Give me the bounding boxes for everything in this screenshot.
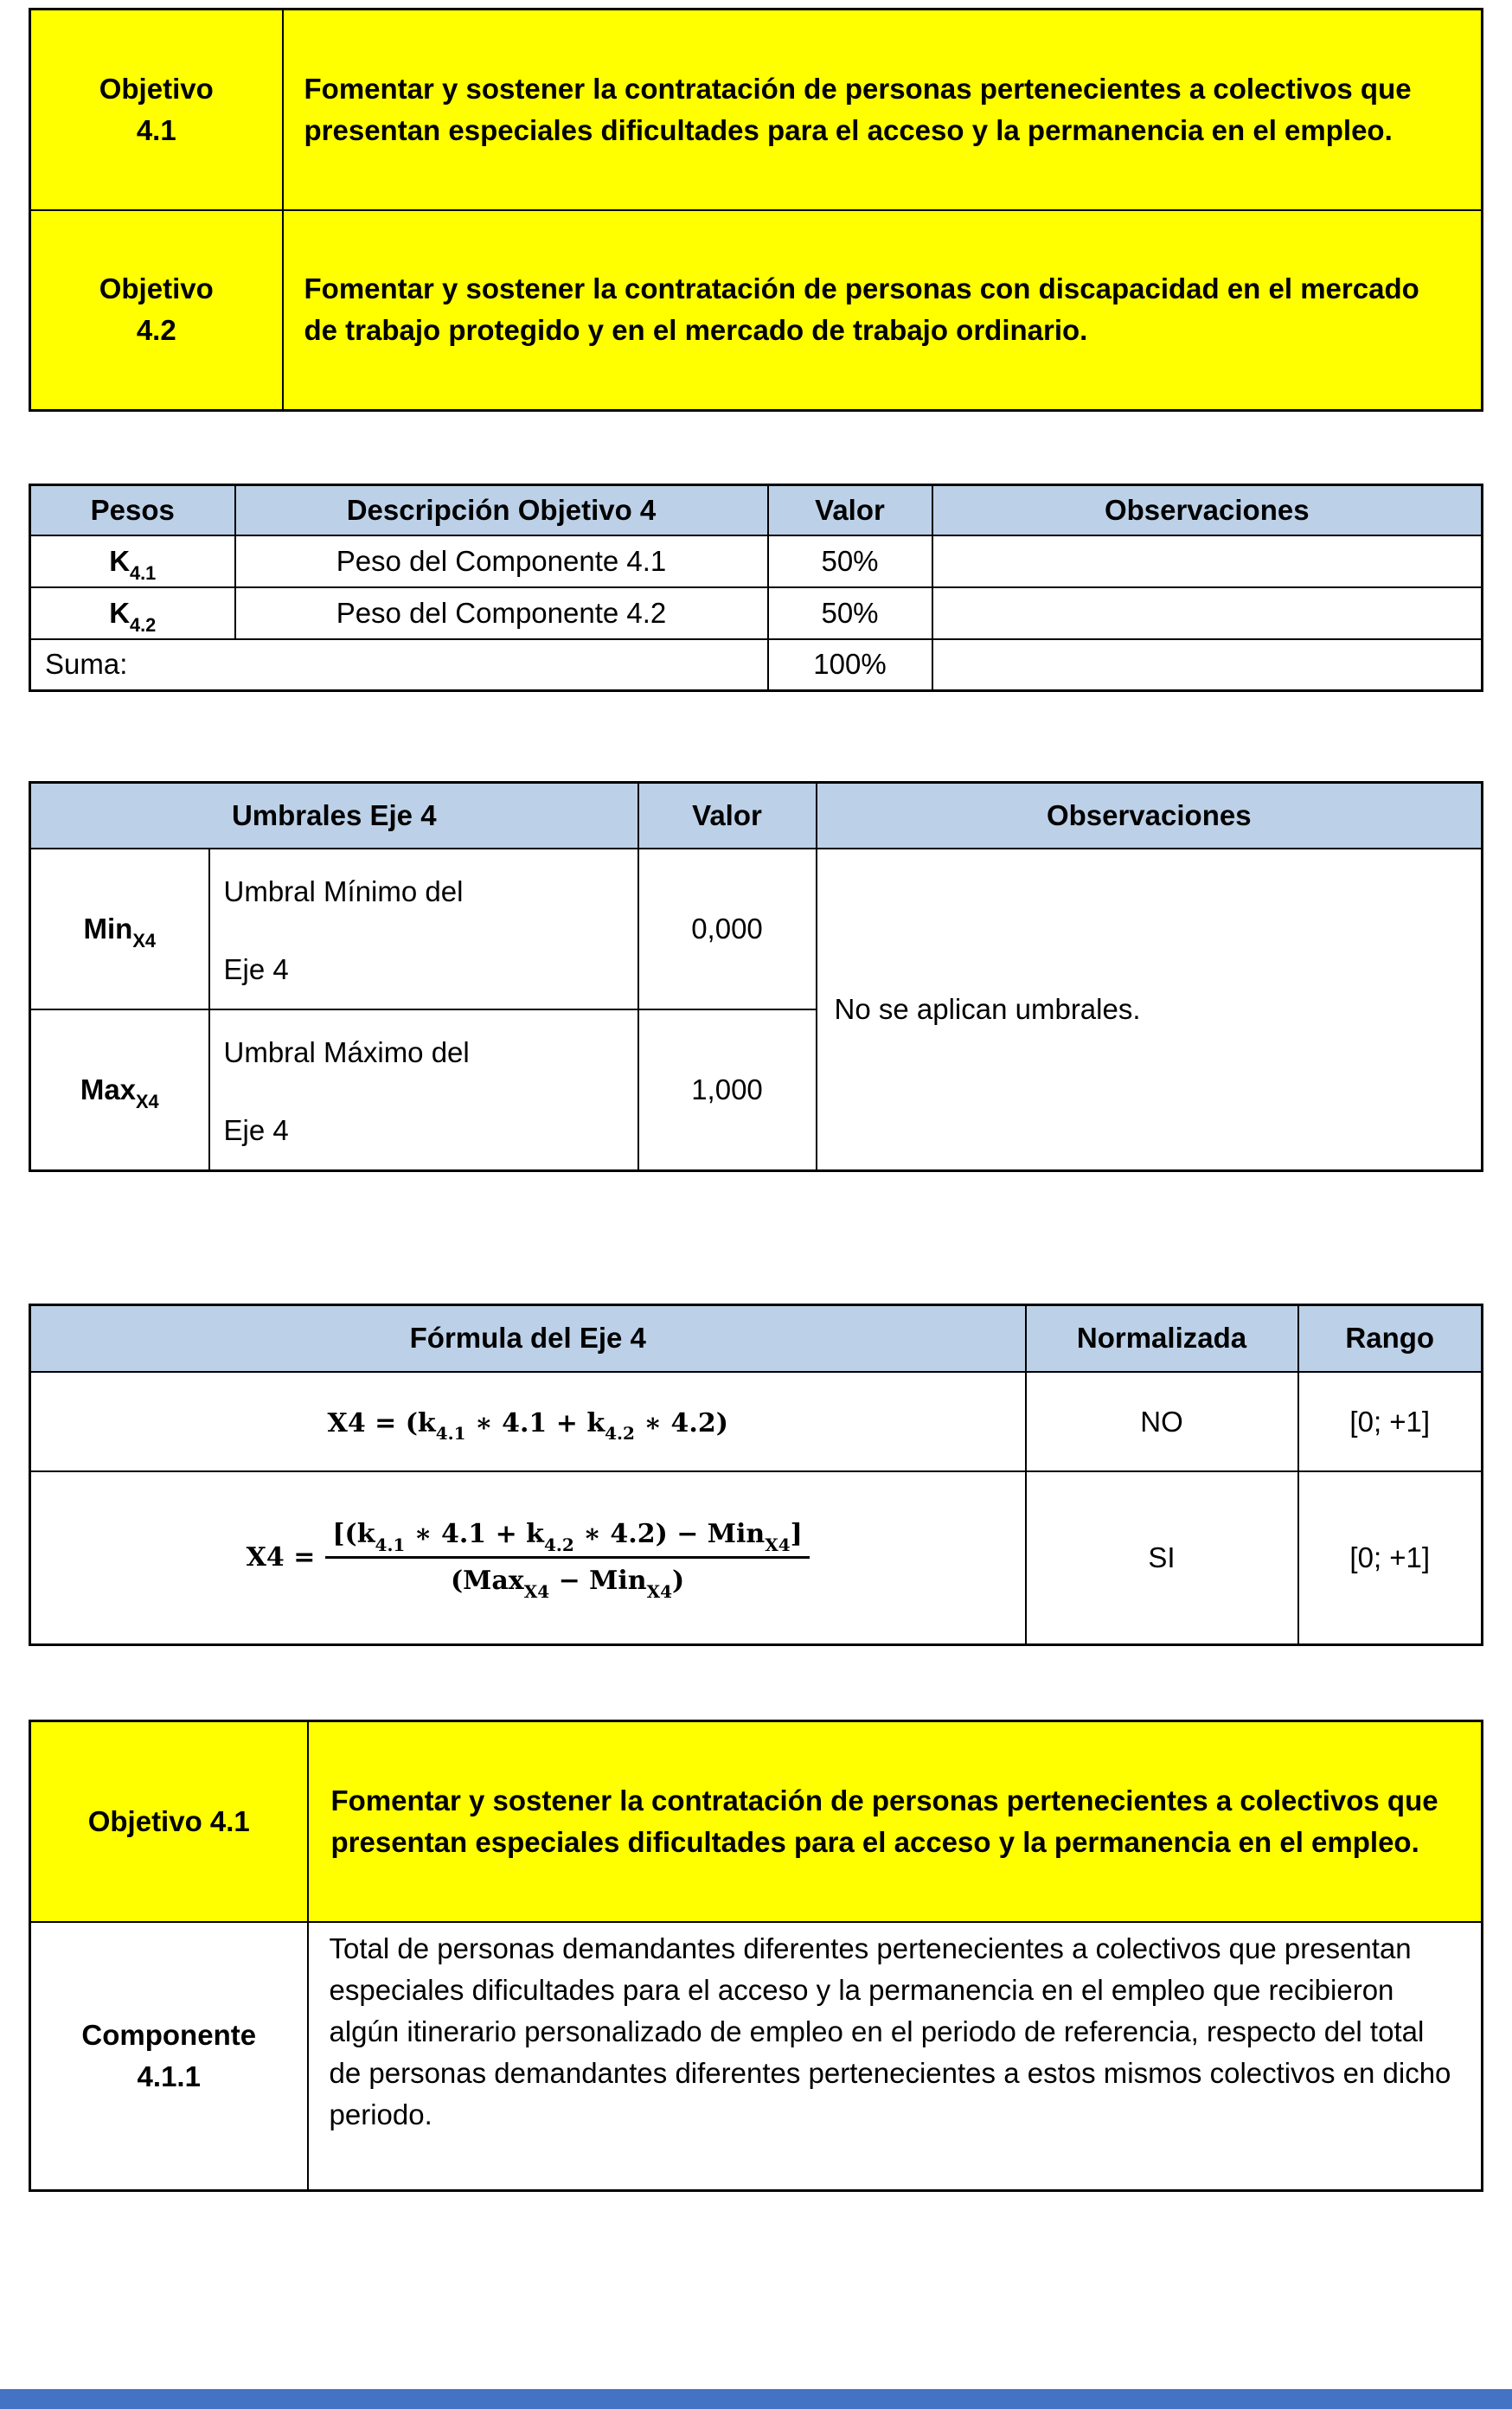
symbol-subscript: X4 <box>132 929 156 951</box>
formula-subscript: 4.1 <box>375 1534 406 1555</box>
col-header-pesos: Pesos <box>30 485 235 535</box>
normalizada-value-cell: NO <box>1026 1372 1298 1471</box>
objetivo-label-line: 4.1 <box>136 113 176 146</box>
objetivo-41-text-cell: Fomentar y sostener la contratación de personas pertenecientes a colectivos que presentan especiales dificultades para el acceso y la permanencia en el empleo. <box>283 10 1483 210</box>
formula-subscript: 4.2 <box>543 1534 574 1555</box>
umbral-max-symbol-cell <box>30 1009 209 1171</box>
objetivo-label-line: 4.2 <box>136 314 176 347</box>
rango-value-cell: [0; +1] <box>1298 1471 1483 1644</box>
objetivo-42-label-cell <box>30 210 283 411</box>
col-header-valor: Valor <box>768 485 932 535</box>
umbral-min-descripcion-cell <box>209 849 638 1009</box>
formula-prefix: X4 = <box>246 1542 316 1573</box>
peso-descripcion-cell: Peso del Componente 4.1 <box>235 535 768 587</box>
componente-label-line: 4.1.1 <box>137 2060 201 2092</box>
formula-segment: ] <box>790 1519 803 1550</box>
symbol-base: Max <box>80 1073 137 1105</box>
desc-line: Eje 4 <box>223 952 289 985</box>
desc-line: Eje 4 <box>223 1113 289 1146</box>
col-header-normalizada: Normalizada <box>1026 1304 1298 1372</box>
formula-subscript: X4 <box>646 1580 673 1602</box>
table-row <box>30 1922 1483 2190</box>
col-header-umbrales: Umbrales Eje 4 <box>30 783 638 849</box>
rango-value-cell: [0; +1] <box>1298 1372 1483 1471</box>
normalizada-value-cell: SI <box>1026 1471 1298 1644</box>
col-header-formula: Fórmula del Eje 4 <box>30 1304 1026 1372</box>
componente-411-text-cell: Total de personas demandantes diferentes pertenecientes a colectivos que presentan especiales dificultades para el acceso y la permanencia en el empleo que recibieron algún itinerario personalizado de empleo en el periodo de referencia, respecto del total de personas demandantes diferentes pertenecientes a estos mismos colectivos en dicho periodo. <box>308 1922 1483 2190</box>
formula-segment: [(k <box>332 1519 375 1550</box>
formula-segment: − Min <box>549 1566 647 1597</box>
table-row <box>30 587 1483 639</box>
umbral-min-symbol-cell <box>30 849 209 1009</box>
peso-symbol-cell <box>30 535 235 587</box>
objetivo-41-label-cell <box>30 10 283 210</box>
formula-subscript: 4.1 <box>435 1422 466 1444</box>
formula-fraction <box>325 1519 810 1602</box>
peso-symbol-cell <box>30 587 235 639</box>
suma-observaciones-cell <box>932 639 1483 691</box>
formula-subscript: X4 <box>523 1580 550 1602</box>
table-header-row <box>30 783 1483 849</box>
formula-table <box>29 1304 1483 1646</box>
umbral-max-valor-cell: 1,000 <box>638 1009 817 1171</box>
symbol-subscript: 4.1 <box>130 561 157 584</box>
peso-descripcion-cell: Peso del Componente 4.2 <box>235 587 768 639</box>
peso-valor-cell: 50% <box>768 535 932 587</box>
table-header-row <box>30 1304 1483 1372</box>
table-header-row <box>30 485 1483 535</box>
col-header-observaciones: Observaciones <box>817 783 1483 849</box>
symbol-base: K <box>109 544 131 577</box>
suma-valor-cell: 100% <box>768 639 932 691</box>
col-header-descripcion: Descripción Objetivo 4 <box>235 485 768 535</box>
symbol-base: K <box>109 596 131 629</box>
objetivo-41-text-cell: Fomentar y sostener la contratación de personas pertenecientes a colectivos que presentan especiales dificultades para el acceso y la permanencia en el empleo. <box>308 1720 1483 1922</box>
componente-label-line: Componente <box>81 2018 257 2051</box>
componente-411-label-cell <box>30 1922 308 2190</box>
formula-segment: ) <box>672 1566 685 1597</box>
col-header-observaciones: Observaciones <box>932 485 1483 535</box>
table-row <box>30 210 1483 411</box>
table-row <box>30 1720 1483 1922</box>
symbol-base: Min <box>83 912 133 945</box>
formula-subscript: 4.2 <box>605 1422 635 1444</box>
table-row <box>30 1372 1483 1471</box>
objetivo-label-line: Objetivo <box>99 72 214 105</box>
formula-expression <box>327 1407 728 1444</box>
fraction-denominator <box>325 1559 810 1602</box>
symbol-subscript: X4 <box>136 1090 159 1112</box>
formula-segment: ∗ 4.2) <box>634 1407 728 1438</box>
umbral-min-valor-cell: 0,000 <box>638 849 817 1009</box>
suma-label-cell: Suma: <box>30 639 768 691</box>
table-row <box>30 639 1483 691</box>
desc-line: Umbral Mínimo del <box>223 875 464 907</box>
peso-observaciones-cell <box>932 587 1483 639</box>
formula-segment: ∗ 4.1 + k <box>405 1519 544 1550</box>
footer-bar <box>0 2389 1512 2409</box>
table-row <box>30 1471 1483 1644</box>
componente-table <box>29 1720 1483 2192</box>
table-row <box>30 535 1483 587</box>
peso-observaciones-cell <box>932 535 1483 587</box>
peso-valor-cell: 50% <box>768 587 932 639</box>
col-header-valor: Valor <box>638 783 817 849</box>
umbrales-observaciones-cell: No se aplican umbrales. <box>817 849 1483 1171</box>
table-row <box>30 10 1483 210</box>
col-header-rango: Rango <box>1298 1304 1483 1372</box>
formula-segment: X4 = (k <box>327 1407 436 1438</box>
objetivos-table <box>29 8 1483 412</box>
objetivo-label-line: Objetivo <box>99 272 214 305</box>
fraction-numerator <box>325 1519 810 1559</box>
formula-segment: ∗ 4.1 + k <box>465 1407 605 1438</box>
formula-subscript: X4 <box>765 1534 791 1555</box>
pesos-table <box>29 484 1483 692</box>
symbol-subscript: 4.2 <box>130 613 157 636</box>
formula-expression <box>246 1519 810 1602</box>
desc-line: Umbral Máximo del <box>223 1035 470 1068</box>
formula-simple-cell <box>30 1372 1026 1471</box>
formula-normalized-cell <box>30 1471 1026 1644</box>
objetivo-41-label-cell: Objetivo 4.1 <box>30 1720 308 1922</box>
umbral-max-descripcion-cell <box>209 1009 638 1171</box>
formula-segment: ∗ 4.2) − Min <box>573 1519 766 1550</box>
umbrales-table <box>29 781 1483 1172</box>
formula-segment: (Max <box>450 1566 524 1597</box>
objetivo-42-text-cell: Fomentar y sostener la contratación de personas con discapacidad en el mercado de trabajo protegido y en el mercado de trabajo ordinario. <box>283 210 1483 411</box>
table-row <box>30 849 1483 1009</box>
